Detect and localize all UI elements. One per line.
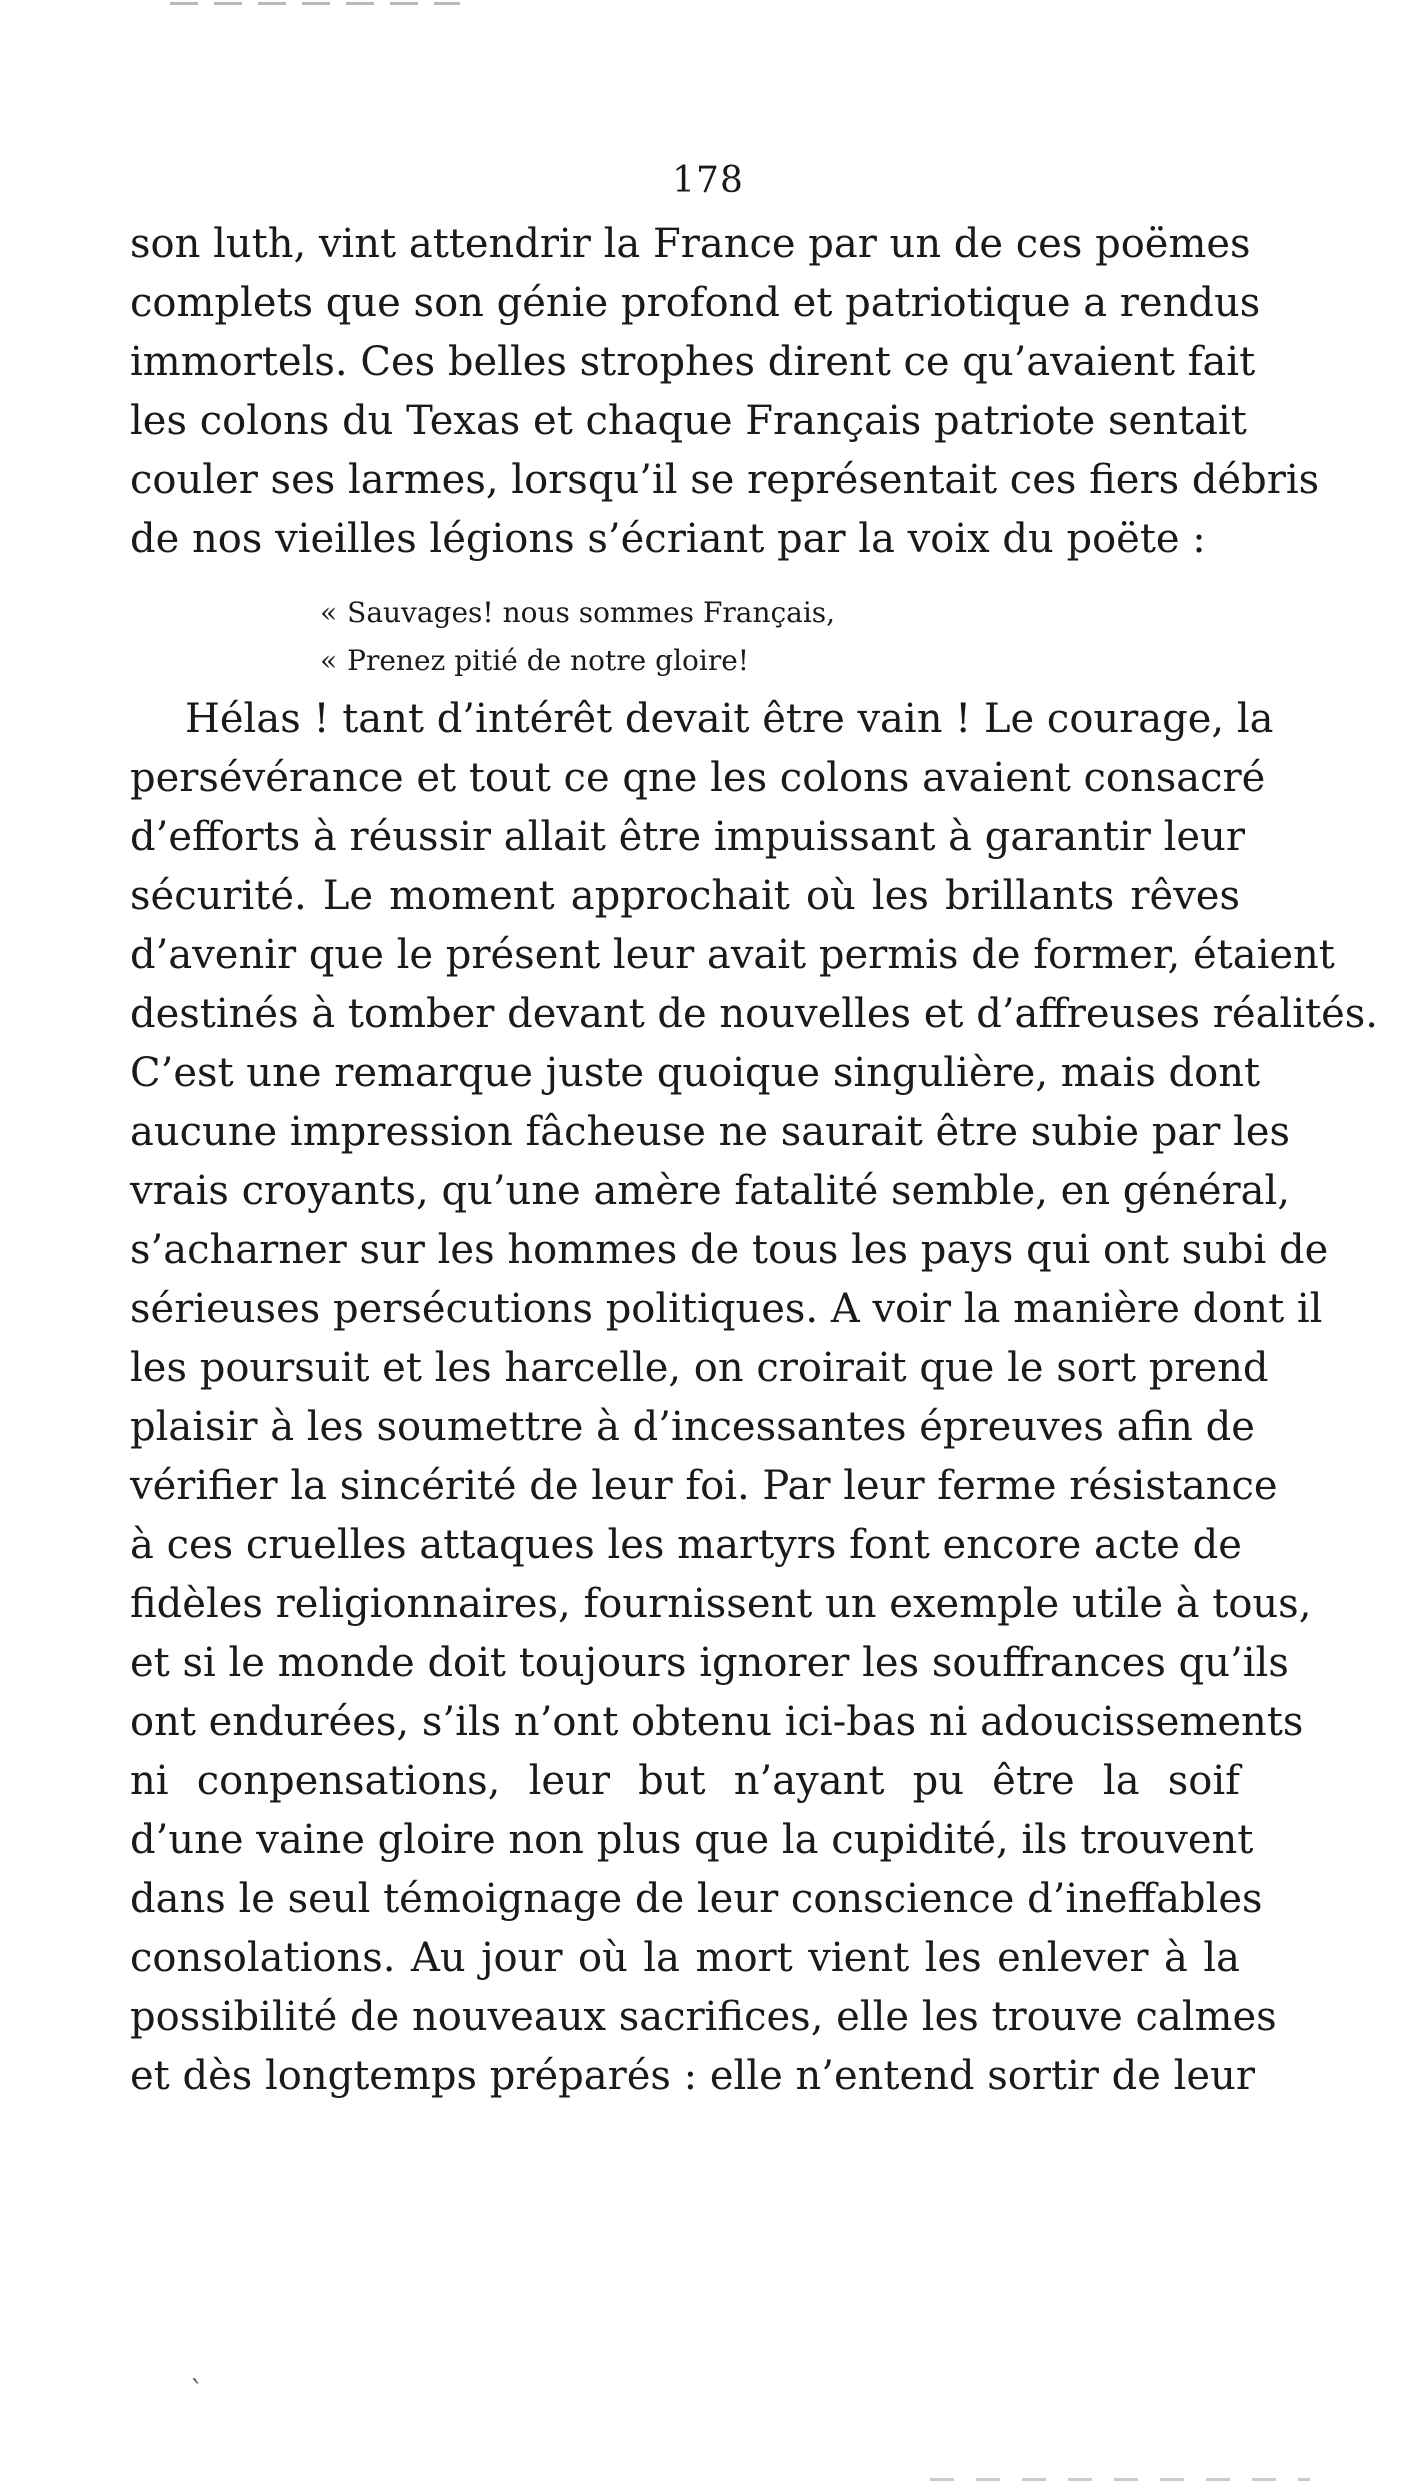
bottom-edge-rule <box>930 2478 1310 2481</box>
paragraph-line: s’acharner sur les hommes de tous les pays qui ont subi de <box>130 1227 1329 1273</box>
verse-quote-mark: « <box>320 644 338 677</box>
verse-text: Sauvages! nous sommes Français, <box>347 596 836 629</box>
paragraph-line: C’est une remarque juste quoique singulière, mais dont <box>130 1050 1261 1096</box>
paragraph-line: Hélas ! tant d’intérêt devait être vain ! Le courage, la <box>185 696 1274 742</box>
paragraph-line: plaisir à les soumettre à d’incessantes épreuves afin de <box>130 1404 1255 1450</box>
paragraph-line: sécurité. Le moment approchait où les brillants rêves <box>130 873 1240 919</box>
paragraph-line: ni conpensations, leur but n’ayant pu être la soif <box>130 1758 1240 1804</box>
paragraph-line: destinés à tomber devant de nouvelles et d’affreuses réalités. <box>130 991 1379 1037</box>
paragraph-line: possibilité de nouveaux sacrifices, elle les trouve calmes <box>130 1994 1277 2040</box>
paragraph-line: vrais croyants, qu’une amère fatalité semble, en général, <box>130 1168 1290 1214</box>
page-number: 178 <box>672 160 744 201</box>
paragraph-line: d’une vaine gloire non plus que la cupidité, ils trouvent <box>130 1817 1254 1863</box>
paragraph-line: fidèles religionnaires, fournissent un exemple utile à tous, <box>130 1581 1312 1627</box>
paragraph-line: et dès longtemps préparés : elle n’entend sortir de leur <box>130 2053 1255 2099</box>
paragraph-line: sérieuses persécutions politiques. A voir la manière dont il <box>130 1286 1323 1332</box>
paragraph-line: consolations. Au jour où la mort vient les enlever à la <box>130 1935 1240 1981</box>
paragraph-line: immortels. Ces belles strophes dirent ce qu’avaient fait <box>130 339 1256 385</box>
paragraph-line: de nos vieilles légions s’écriant par la voix du poëte : <box>130 516 1206 562</box>
paragraph-line: complets que son génie profond et patriotique a rendus <box>130 280 1261 326</box>
verse-line <box>320 638 749 684</box>
paragraph-line: ont endurées, s’ils n’ont obtenu ici-bas ni adoucissements <box>130 1699 1304 1745</box>
paragraph-line: les colons du Texas et chaque Français patriote sentait <box>130 398 1247 444</box>
paragraph-line: aucune impression fâcheuse ne saurait être subie par les <box>130 1109 1291 1155</box>
paragraph-line: les poursuit et les harcelle, on croirait que le sort prend <box>130 1345 1269 1391</box>
paragraph-line: couler ses larmes, lorsqu’il se représentait ces fiers débris <box>130 457 1320 503</box>
stray-mark: ` <box>190 2375 204 2408</box>
verse-quote-mark: « <box>320 596 338 629</box>
paragraph-1 <box>130 215 1320 569</box>
paragraph-line: dans le seul témoignage de leur conscience d’ineffables <box>130 1876 1263 1922</box>
paragraph-line: d’avenir que le présent leur avait permis de former, étaient <box>130 932 1335 978</box>
verse-text: Prenez pitié de notre gloire! <box>347 644 750 677</box>
paragraph-line: son luth, vint attendrir la France par un de ces poëmes <box>130 221 1251 267</box>
paragraph-line: persévérance et tout ce qne les colons avaient consacré <box>130 755 1266 801</box>
paragraph-2 <box>130 690 1379 2106</box>
paragraph-line: d’efforts à réussir allait être impuissant à garantir leur <box>130 814 1245 860</box>
paragraph-line: et si le monde doit toujours ignorer les souffrances qu’ils <box>130 1640 1289 1686</box>
paragraph-line: à ces cruelles attaques les martyrs font encore acte de <box>130 1522 1242 1568</box>
verse-line <box>320 590 835 636</box>
top-edge-rule <box>170 2 460 5</box>
paragraph-line: vérifier la sincérité de leur foi. Par leur ferme résistance <box>130 1463 1278 1509</box>
